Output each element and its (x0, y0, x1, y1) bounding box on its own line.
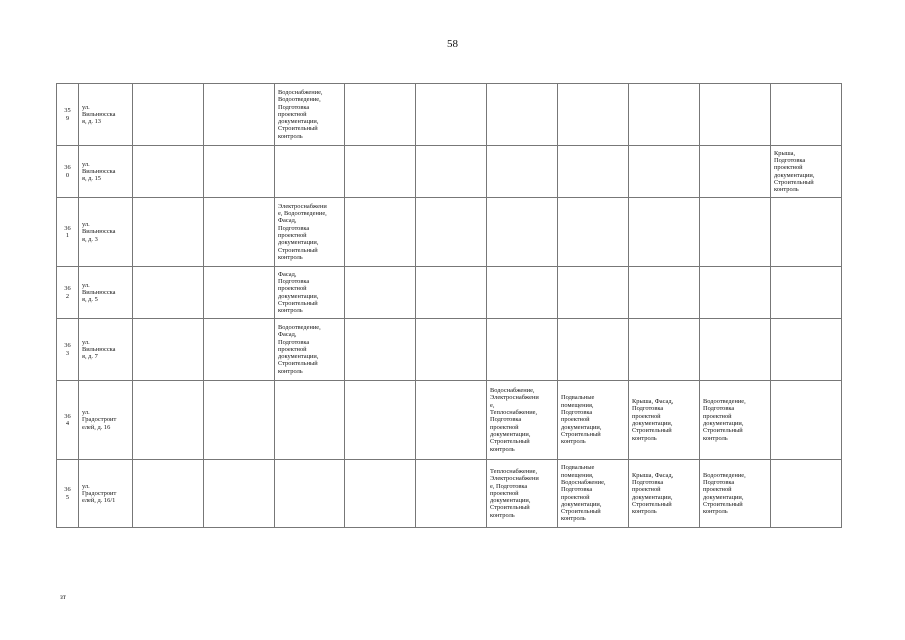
address-cell (79, 146, 133, 198)
works-cell-text: Водоотведение, Подготовка проектной документации, Строительный контроль (703, 398, 746, 442)
empty-cell (345, 381, 416, 460)
empty-cell (204, 146, 275, 198)
address-cell (79, 381, 133, 460)
works-cell-text: Теплоснабжение, Электроснабжени е, Подготовка проектной документации, Строительный контроль (490, 467, 539, 519)
empty-cell (416, 146, 487, 198)
row-number-text: 36 2 (64, 285, 71, 300)
works-cell (487, 198, 558, 267)
table-row (57, 319, 842, 381)
address-cell (79, 267, 133, 319)
footer-mark: зт (60, 593, 66, 601)
address-cell (79, 198, 133, 267)
works-cell (700, 146, 771, 198)
empty-cell (204, 84, 275, 146)
row-number-text: 35 9 (64, 107, 71, 122)
row-number-text: 36 3 (64, 342, 71, 357)
works-cell-text: Подвальные помещения, Подготовка проектной документации, Строительный контроль (561, 394, 602, 446)
row-number (57, 381, 79, 460)
address-cell-text: ул. Вильнюсска я, д. 5 (82, 281, 116, 304)
empty-cell (204, 267, 275, 319)
empty-cell (345, 84, 416, 146)
works-cell (771, 319, 842, 381)
row-number-text: 36 1 (64, 224, 71, 239)
works-cell (629, 84, 700, 146)
works-cell (629, 267, 700, 319)
table-row (57, 198, 842, 267)
empty-cell (133, 267, 204, 319)
works-cell (629, 198, 700, 267)
works-cell (771, 267, 842, 319)
address-cell-text: ул. Вильнюсска я, д. 7 (82, 338, 116, 361)
works-cell (700, 319, 771, 381)
empty-cell (345, 460, 416, 528)
empty-cell (133, 84, 204, 146)
works-cell (275, 146, 345, 198)
works-cell (700, 84, 771, 146)
works-cell (700, 381, 771, 460)
row-number (57, 84, 79, 146)
works-cell-text: Крыша, Фасад, Подготовка проектной документации, Строительный контроль (632, 398, 674, 442)
works-cell-text: Водоотведение, Подготовка проектной документации, Строительный контроль (703, 471, 746, 516)
address-cell-text: ул. Вильнюсска я, д. 15 (82, 160, 116, 183)
works-cell (700, 198, 771, 267)
address-cell-text: ул. Градостроит елей, д. 16/1 (82, 482, 117, 505)
row-number (57, 146, 79, 198)
empty-cell (204, 198, 275, 267)
row-number (57, 319, 79, 381)
empty-cell (133, 319, 204, 381)
works-cell (275, 460, 345, 528)
works-cell (558, 267, 629, 319)
row-number (57, 198, 79, 267)
empty-cell (204, 460, 275, 528)
page-number: 58 (447, 38, 458, 50)
works-cell (487, 460, 558, 528)
works-cell (629, 460, 700, 528)
works-cell (275, 84, 345, 146)
works-cell-text: Крыша, Подготовка проектной документации, Строительный контроль (774, 149, 815, 194)
address-cell-text: ул. Вильнюсска я, д. 13 (82, 103, 116, 126)
address-cell (79, 319, 133, 381)
empty-cell (416, 381, 487, 460)
works-cell (275, 198, 345, 267)
works-cell (700, 267, 771, 319)
address-cell (79, 84, 133, 146)
empty-cell (204, 319, 275, 381)
row-number (57, 460, 79, 528)
empty-cell (204, 381, 275, 460)
works-cell (629, 381, 700, 460)
works-cell (275, 381, 345, 460)
works-cell (629, 146, 700, 198)
works-cell-text: Фасад, Подготовка проектной документации, Строительный контроль (278, 270, 319, 315)
empty-cell (416, 267, 487, 319)
empty-cell (416, 460, 487, 528)
works-cell (487, 146, 558, 198)
works-cell (558, 84, 629, 146)
empty-cell (416, 319, 487, 381)
table-row (57, 460, 842, 528)
works-cell (558, 381, 629, 460)
works-cell-text: Крыша, Фасад, Подготовка проектной документации, Строительный контроль (632, 471, 674, 516)
works-cell-text: Электроснабжени е, Водоотведение, Фасад, Подготовка проектной документации, Строительный контроль (278, 202, 327, 261)
empty-cell (133, 146, 204, 198)
row-number-text: 36 0 (64, 164, 71, 179)
works-cell (558, 460, 629, 528)
works-cell-text: Подвальные помещения, Водоснабжение, Подготовка проектной документации, Строительный контроль (561, 464, 606, 523)
works-cell (771, 146, 842, 198)
empty-cell (133, 198, 204, 267)
works-table (56, 83, 842, 528)
works-cell (275, 319, 345, 381)
empty-cell (416, 84, 487, 146)
works-cell (487, 267, 558, 319)
works-cell (487, 319, 558, 381)
works-cell (771, 198, 842, 267)
empty-cell (345, 267, 416, 319)
works-cell (275, 267, 345, 319)
works-cell (771, 84, 842, 146)
works-cell (771, 460, 842, 528)
empty-cell (133, 460, 204, 528)
works-cell (771, 381, 842, 460)
address-cell-text: ул. Вильнюсска я, д. 3 (82, 221, 116, 243)
table-row (57, 84, 842, 146)
address-cell-text: ул. Градостроит елей, д. 16 (82, 409, 117, 431)
empty-cell (345, 319, 416, 381)
works-cell (487, 84, 558, 146)
table-row (57, 146, 842, 198)
address-cell (79, 460, 133, 528)
empty-cell (345, 198, 416, 267)
works-cell (700, 460, 771, 528)
works-cell-text: Водоотведение, Фасад, Подготовка проектной документации, Строительный контроль (278, 323, 321, 375)
works-cell-text: Водоснабжение, Электроснабжени е, Теплоснабжение, Подготовка проектной документации, Строительный контроль (490, 387, 539, 453)
table-body (57, 84, 842, 528)
works-cell (558, 198, 629, 267)
empty-cell (345, 146, 416, 198)
empty-cell (133, 381, 204, 460)
works-cell (558, 319, 629, 381)
works-cell (558, 146, 629, 198)
table-row (57, 267, 842, 319)
works-cell-text: Водоснабжение, Водоотведение, Подготовка проектной документации, Строительный контроль (278, 88, 323, 140)
works-cell (629, 319, 700, 381)
row-number-text: 36 4 (64, 412, 71, 427)
row-number (57, 267, 79, 319)
table-row (57, 381, 842, 460)
works-cell (487, 381, 558, 460)
row-number-text: 36 5 (64, 486, 71, 501)
empty-cell (416, 198, 487, 267)
